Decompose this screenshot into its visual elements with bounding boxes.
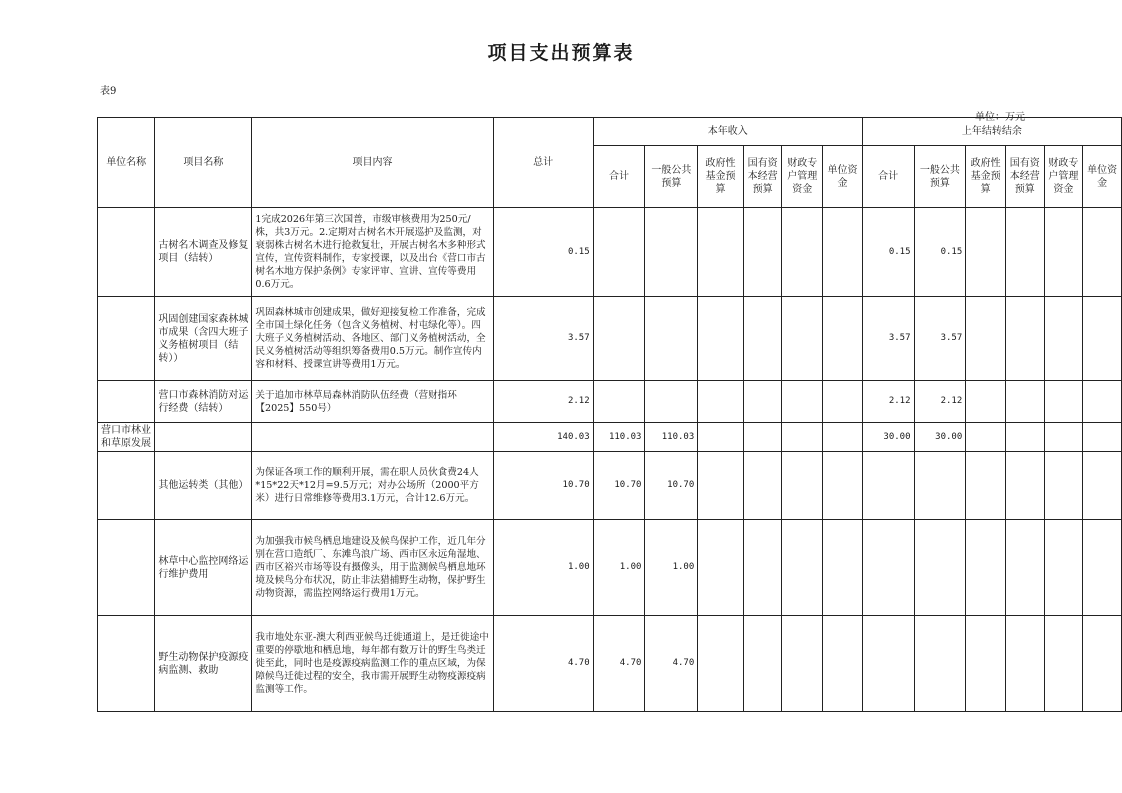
- header-prev-fiscal-special-fund: 财政专户管理资金: [1044, 146, 1083, 208]
- prev-state-capital-cell: [1005, 208, 1044, 297]
- header-cur-gov-fund-budget: 政府性基金预算: [698, 146, 744, 208]
- header-cur-state-capital-budget: 国有资本经营预算: [743, 146, 782, 208]
- unit-name-cell: [98, 520, 155, 616]
- unit-name-cell: [98, 297, 155, 381]
- prev-unit-fund-cell: [1083, 423, 1122, 452]
- header-prev-state-capital-budget: 国有资本经营预算: [1005, 146, 1044, 208]
- cur-fiscal-special-cell: [782, 381, 823, 423]
- project-content-cell: 为加强我市候鸟栖息地建设及候鸟保护工作，近几年分别在营口造纸厂、东滩鸟浪广场、西市区永远角湿地、西市区裕兴市场等设有摄像头，用于监测候鸟栖息地环境及候鸟分布状况，防止非法猎捕野生动物，保护野生动物资源，需监控网络运行费用1万元。: [252, 520, 493, 616]
- header-project-name: 项目名称: [155, 118, 252, 208]
- header-prev-subtotal: 合计: [862, 146, 914, 208]
- project-content-cell: [252, 423, 493, 452]
- cur-gov-fund-cell: [698, 381, 744, 423]
- header-unit-name: 单位名称: [98, 118, 155, 208]
- cur-state-capital-cell: [743, 452, 782, 520]
- header-total: 总计: [493, 118, 593, 208]
- prev-fiscal-special-cell: [1044, 297, 1083, 381]
- prev-fiscal-special-cell: [1044, 520, 1083, 616]
- prev-subtotal-cell: 0.15: [862, 208, 914, 297]
- header-prev-general-budget: 一般公共预算: [914, 146, 966, 208]
- prev-subtotal-cell: [862, 520, 914, 616]
- total-cell: 10.70: [493, 452, 593, 520]
- cur-fiscal-special-cell: [782, 297, 823, 381]
- header-project-content: 项目内容: [252, 118, 493, 208]
- cur-state-capital-cell: [743, 208, 782, 297]
- cur-fiscal-special-cell: [782, 423, 823, 452]
- prev-subtotal-cell: 3.57: [862, 297, 914, 381]
- cur-unit-fund-cell: [823, 452, 863, 520]
- cur-unit-fund-cell: [823, 297, 863, 381]
- prev-gov-fund-cell: [966, 297, 1006, 381]
- cur-subtotal-cell: [593, 297, 645, 381]
- prev-fiscal-special-cell: [1044, 208, 1083, 297]
- header-cur-general-budget: 一般公共预算: [645, 146, 698, 208]
- header-current-income: 本年收入: [593, 118, 862, 146]
- table-row: [98, 297, 1122, 381]
- unit-name-cell: 营口市林业和草原发展: [98, 423, 155, 452]
- header-prev-gov-fund-budget: 政府性基金预算: [966, 146, 1006, 208]
- header-cur-subtotal: 合计: [593, 146, 645, 208]
- project-name-cell: 其他运转类（其他）: [155, 452, 252, 520]
- header-cur-fiscal-special-fund: 财政专户管理资金: [782, 146, 823, 208]
- cur-subtotal-cell: 110.03: [593, 423, 645, 452]
- prev-general-budget-cell: [914, 520, 966, 616]
- project-name-cell: 古树名木调查及修复项目（结转）: [155, 208, 252, 297]
- cur-unit-fund-cell: [823, 520, 863, 616]
- cur-general-budget-cell: 1.00: [645, 520, 698, 616]
- prev-general-budget-cell: 30.00: [914, 423, 966, 452]
- total-cell: 1.00: [493, 520, 593, 616]
- cur-fiscal-special-cell: [782, 616, 823, 712]
- cur-gov-fund-cell: [698, 423, 744, 452]
- cur-general-budget-cell: 10.70: [645, 452, 698, 520]
- prev-state-capital-cell: [1005, 423, 1044, 452]
- unit-name-cell: [98, 452, 155, 520]
- project-content-cell: 巩固森林城市创建成果，做好迎接复检工作准备，完成全市国土绿化任务（包含义务植树、村屯绿化等）。四大班子义务植树活动、各地区、部门义务植树活动，全民义务植树活动等组织筹备费用0.5万元。制作宣传内容和材料、授课宣讲等费用1万元。: [252, 297, 493, 381]
- prev-unit-fund-cell: [1083, 381, 1122, 423]
- prev-fiscal-special-cell: [1044, 423, 1083, 452]
- cur-gov-fund-cell: [698, 616, 744, 712]
- total-cell: 2.12: [493, 381, 593, 423]
- prev-state-capital-cell: [1005, 381, 1044, 423]
- cur-gov-fund-cell: [698, 297, 744, 381]
- cur-subtotal-cell: [593, 381, 645, 423]
- total-cell: 140.03: [493, 423, 593, 452]
- cur-gov-fund-cell: [698, 452, 744, 520]
- cur-fiscal-special-cell: [782, 520, 823, 616]
- prev-general-budget-cell: 3.57: [914, 297, 966, 381]
- prev-fiscal-special-cell: [1044, 452, 1083, 520]
- project-name-cell: 营口市森林消防对运行经费（结转）: [155, 381, 252, 423]
- budget-table: [97, 117, 1122, 712]
- table-row: [98, 381, 1122, 423]
- cur-state-capital-cell: [743, 423, 782, 452]
- cur-general-budget-cell: 110.03: [645, 423, 698, 452]
- header-row-1: [98, 118, 1122, 146]
- cur-gov-fund-cell: [698, 520, 744, 616]
- cur-subtotal-cell: 4.70: [593, 616, 645, 712]
- total-cell: 4.70: [493, 616, 593, 712]
- prev-general-budget-cell: 0.15: [914, 208, 966, 297]
- prev-gov-fund-cell: [966, 616, 1006, 712]
- project-name-cell: [155, 423, 252, 452]
- prev-fiscal-special-cell: [1044, 381, 1083, 423]
- prev-subtotal-cell: [862, 452, 914, 520]
- prev-unit-fund-cell: [1083, 208, 1122, 297]
- project-content-cell: 1完成2026年第三次国普，市级审核费用为250元/株，共3万元。2.定期对古树名木开展巡护及监测，对衰弱株古树名木进行抢救复壮，开展古树名木多种形式宣传，宣传资料制作，专家授课，以及出台《营口市古树名木地方保护条例》专家评审、宣讲、宣传等费用0.6万元。: [252, 208, 493, 297]
- prev-general-budget-cell: 2.12: [914, 381, 966, 423]
- unit-name-cell: [98, 381, 155, 423]
- cur-subtotal-cell: 1.00: [593, 520, 645, 616]
- table-row: [98, 520, 1122, 616]
- cur-unit-fund-cell: [823, 208, 863, 297]
- cur-general-budget-cell: [645, 208, 698, 297]
- table-row: [98, 423, 1122, 452]
- prev-gov-fund-cell: [966, 208, 1006, 297]
- prev-subtotal-cell: 2.12: [862, 381, 914, 423]
- total-cell: 3.57: [493, 297, 593, 381]
- table-row: [98, 452, 1122, 520]
- prev-unit-fund-cell: [1083, 520, 1122, 616]
- table-row: [98, 616, 1122, 712]
- header-prior-carryover: 上年结转结余: [862, 118, 1121, 146]
- project-name-cell: 巩固创建国家森林城市成果（含四大班子义务植树项目（结转））: [155, 297, 252, 381]
- cur-unit-fund-cell: [823, 381, 863, 423]
- project-name-cell: 野生动物保护疫源疫病监测、救助: [155, 616, 252, 712]
- cur-unit-fund-cell: [823, 616, 863, 712]
- prev-state-capital-cell: [1005, 616, 1044, 712]
- cur-general-budget-cell: [645, 381, 698, 423]
- project-content-cell: 关于追加市林草局森林消防队伍经费（营财指环【2025】550号）: [252, 381, 493, 423]
- prev-gov-fund-cell: [966, 520, 1006, 616]
- cur-state-capital-cell: [743, 297, 782, 381]
- project-content-cell: 为保证各项工作的顺利开展，需在职人员伙食费24人*15*22天*12月=9.5万元；对办公场所（2000平方米）进行日常维修等费用3.1万元，合计12.6万元。: [252, 452, 493, 520]
- prev-unit-fund-cell: [1083, 452, 1122, 520]
- cur-subtotal-cell: 10.70: [593, 452, 645, 520]
- prev-unit-fund-cell: [1083, 616, 1122, 712]
- table-row: [98, 208, 1122, 297]
- prev-gov-fund-cell: [966, 381, 1006, 423]
- cur-fiscal-special-cell: [782, 452, 823, 520]
- total-cell: 0.15: [493, 208, 593, 297]
- header-cur-unit-fund: 单位资金: [823, 146, 863, 208]
- prev-state-capital-cell: [1005, 520, 1044, 616]
- cur-fiscal-special-cell: [782, 208, 823, 297]
- cur-general-budget-cell: 4.70: [645, 616, 698, 712]
- cur-subtotal-cell: [593, 208, 645, 297]
- unit-label: 单位：万元: [975, 112, 1025, 123]
- unit-name-cell: [98, 616, 155, 712]
- cur-general-budget-cell: [645, 297, 698, 381]
- prev-state-capital-cell: [1005, 452, 1044, 520]
- prev-unit-fund-cell: [1083, 297, 1122, 381]
- prev-subtotal-cell: 30.00: [862, 423, 914, 452]
- page-title: 项目支出预算表: [487, 42, 635, 64]
- table-number: 表9: [100, 86, 117, 97]
- cur-unit-fund-cell: [823, 423, 863, 452]
- cur-state-capital-cell: [743, 616, 782, 712]
- cur-state-capital-cell: [743, 381, 782, 423]
- cur-state-capital-cell: [743, 520, 782, 616]
- prev-gov-fund-cell: [966, 452, 1006, 520]
- project-content-cell: 我市地处东亚-澳大利西亚候鸟迁徙通道上，是迁徙途中重要的停歇地和栖息地，每年都有数万计的野生鸟类迁徙至此，同时也是疫源疫病监测工作的重点区域，为保障候鸟迁徙过程的安全，我市需开展野生动物疫源疫病监测等工作。: [252, 616, 493, 712]
- prev-state-capital-cell: [1005, 297, 1044, 381]
- prev-gov-fund-cell: [966, 423, 1006, 452]
- prev-general-budget-cell: [914, 452, 966, 520]
- prev-general-budget-cell: [914, 616, 966, 712]
- cur-gov-fund-cell: [698, 208, 744, 297]
- header-prev-unit-fund: 单位资金: [1083, 146, 1122, 208]
- prev-subtotal-cell: [862, 616, 914, 712]
- prev-fiscal-special-cell: [1044, 616, 1083, 712]
- project-name-cell: 林草中心监控网络运行维护费用: [155, 520, 252, 616]
- unit-name-cell: [98, 208, 155, 297]
